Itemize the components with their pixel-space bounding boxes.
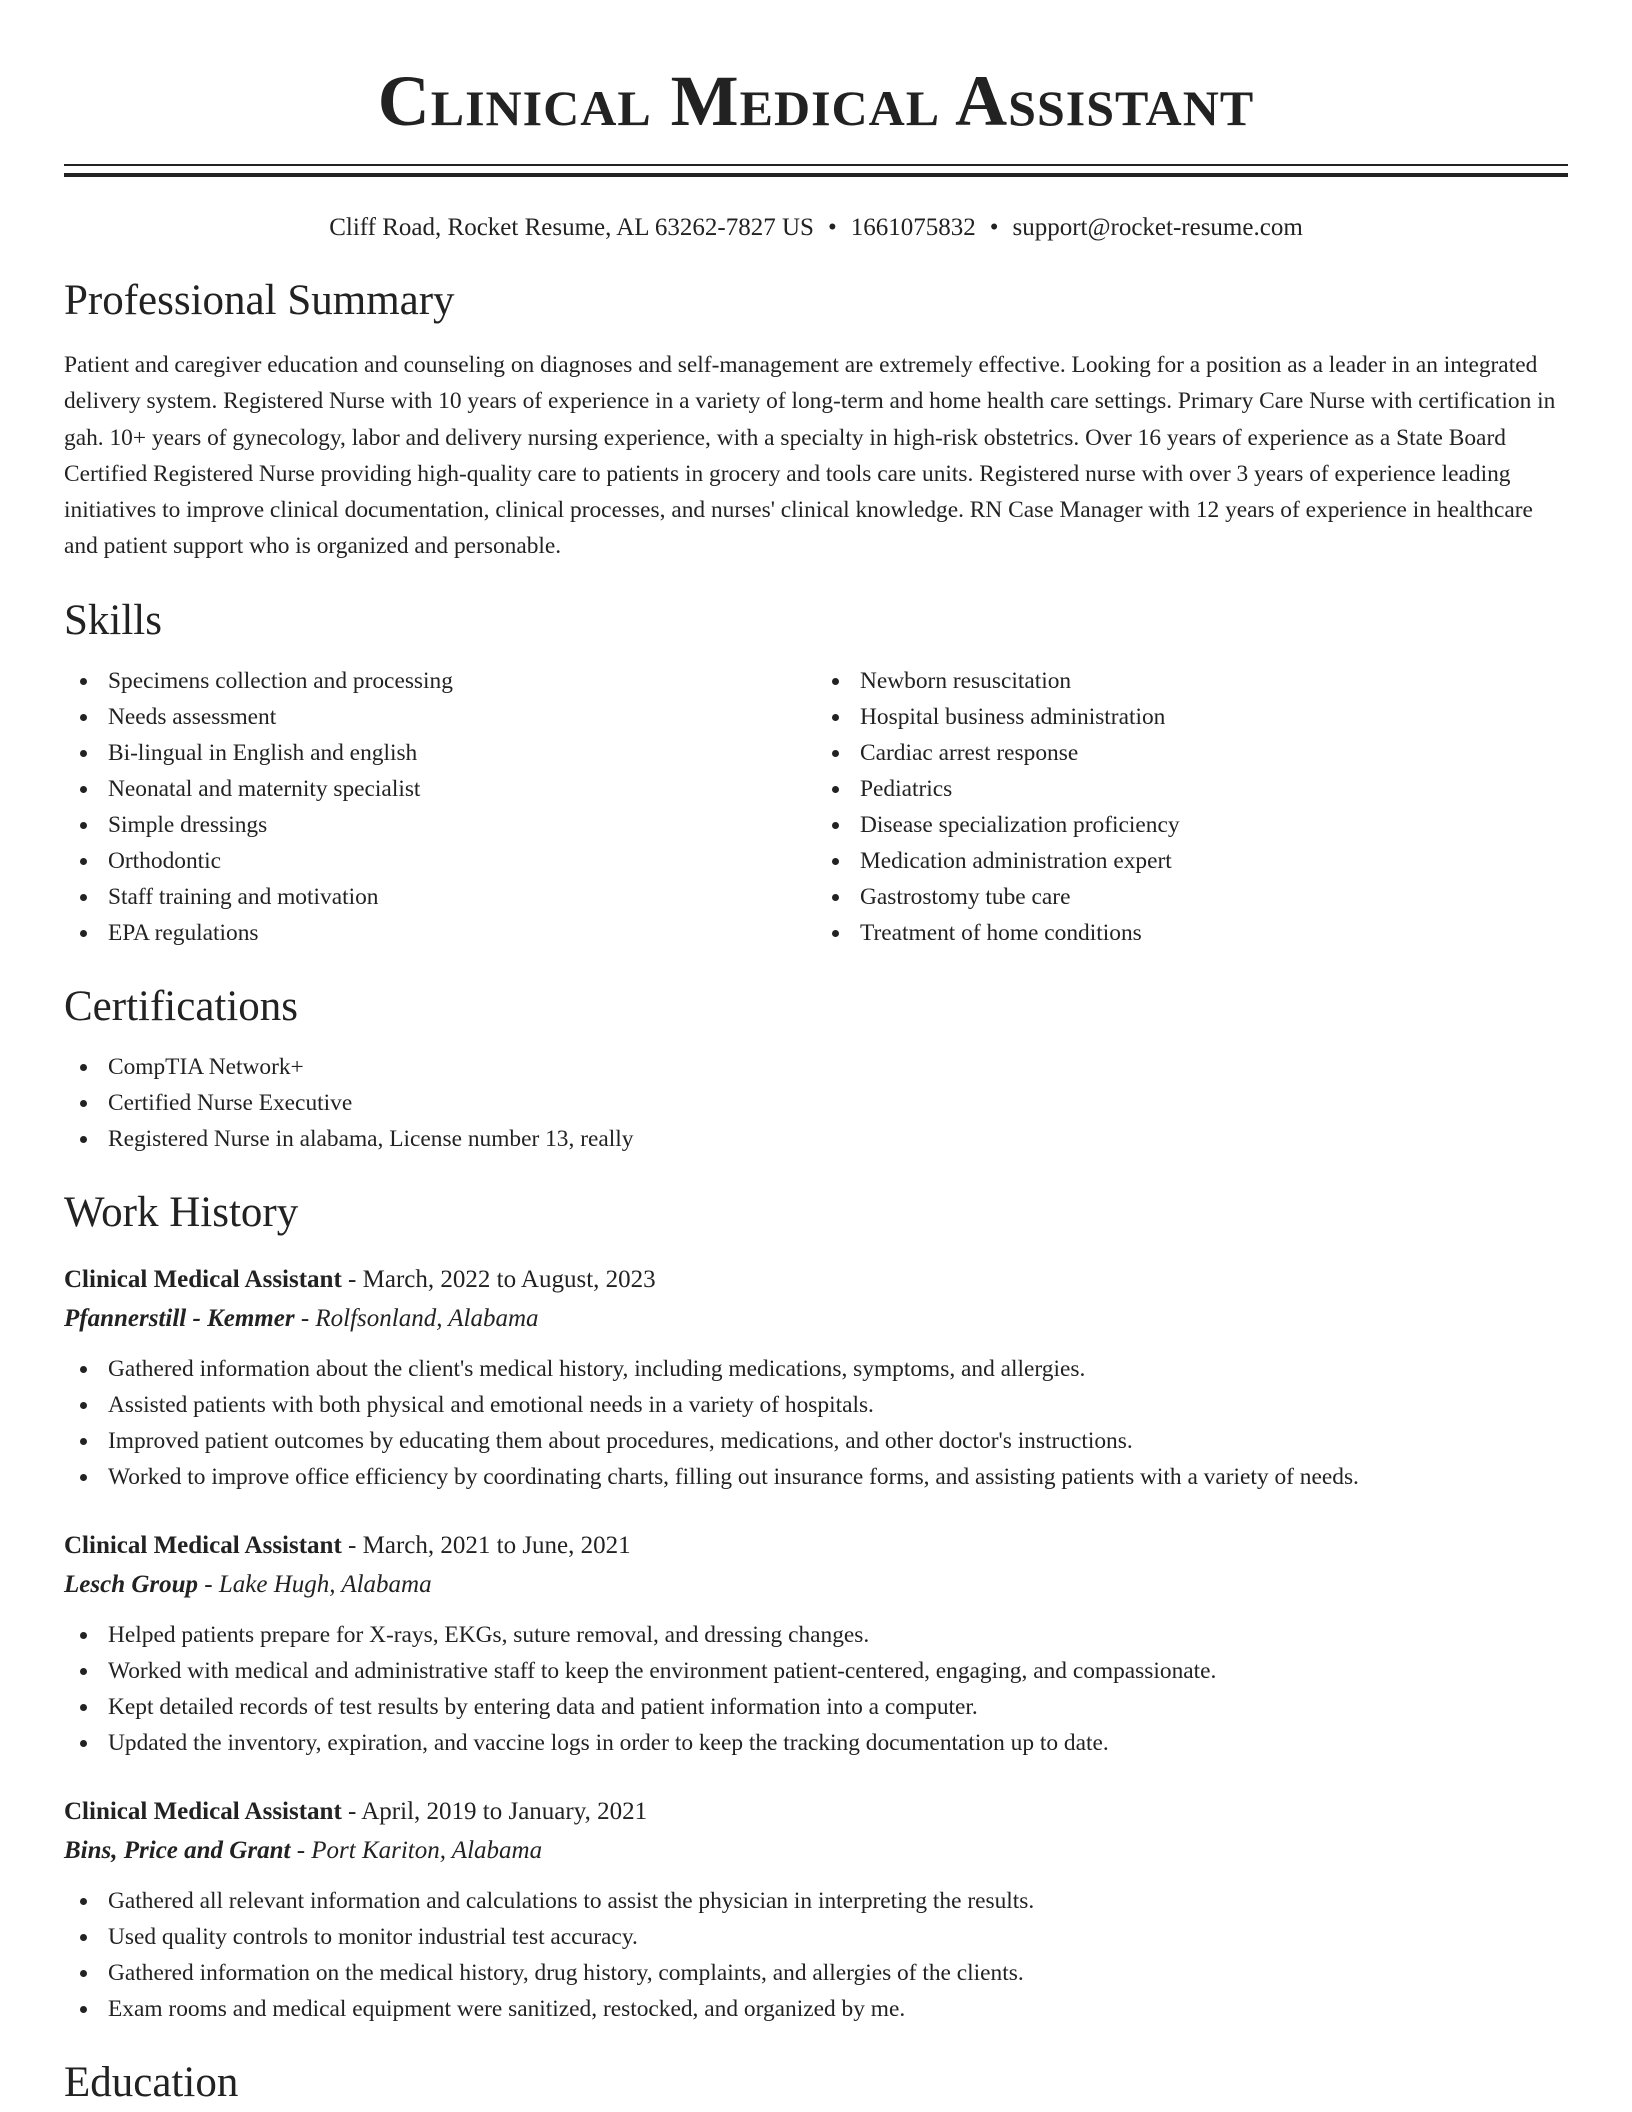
work-history-section bbox=[64, 1185, 1568, 2027]
certification-item: Registered Nurse in alabama, License number 13, really bbox=[64, 1121, 1568, 1157]
skill-item: Gastrostomy tube care bbox=[816, 879, 1568, 915]
skill-item: Medication administration expert bbox=[816, 843, 1568, 879]
job-bullet: Updated the inventory, expiration, and vaccine logs in order to keep the tracking documentation up to date. bbox=[64, 1725, 1568, 1761]
job-location: - Lake Hugh, Alabama bbox=[198, 1570, 432, 1598]
job-bullet: Assisted patients with both physical and emotional needs in a variety of hospitals. bbox=[64, 1387, 1568, 1423]
contact-phone: 1661075832 bbox=[850, 214, 976, 241]
job-role: Clinical Medical Assistant bbox=[64, 1265, 342, 1293]
job-bullets bbox=[64, 1351, 1568, 1495]
job-dates: - April, 2019 to January, 2021 bbox=[341, 1797, 648, 1825]
job-bullet: Gathered all relevant information and calculations to assist the physician in interpreting the results. bbox=[64, 1883, 1568, 1919]
job-company: Pfannerstill - Kemmer bbox=[64, 1304, 295, 1332]
education-heading: Education bbox=[64, 2058, 239, 2106]
contact-line bbox=[64, 211, 1568, 245]
job-bullets bbox=[64, 1617, 1568, 1761]
job-bullet: Used quality controls to monitor industrial test accuracy. bbox=[64, 1919, 1568, 1955]
job-employer bbox=[64, 1831, 1568, 1871]
skills-list-left bbox=[64, 663, 816, 951]
skill-item: Staff training and motivation bbox=[64, 879, 816, 915]
job-company: Lesch Group bbox=[64, 1570, 199, 1598]
certifications-section bbox=[64, 979, 1568, 1157]
job-location: - Rolfsonland, Alabama bbox=[294, 1304, 539, 1332]
skill-item: Cardiac arrest response bbox=[816, 735, 1568, 771]
job-bullet: Gathered information on the medical history, drug history, complaints, and allergies of the clients. bbox=[64, 1955, 1568, 1991]
certification-item: CompTIA Network+ bbox=[64, 1049, 1568, 1085]
skill-item: Specimens collection and processing bbox=[64, 663, 816, 699]
job-entry bbox=[64, 1793, 1568, 2027]
skills-section bbox=[64, 593, 1568, 951]
skill-item: Disease specialization proficiency bbox=[816, 807, 1568, 843]
contact-email: support@rocket-resume.com bbox=[1012, 214, 1303, 241]
skill-item: Bi-lingual in English and english bbox=[64, 735, 816, 771]
resume-title: Clinical Medical Assistant bbox=[377, 61, 1255, 141]
certifications-list bbox=[64, 1049, 1568, 1157]
job-employer bbox=[64, 1299, 1568, 1339]
education-section bbox=[64, 2055, 1568, 2111]
skills-heading: Skills bbox=[64, 596, 162, 644]
certifications-heading: Certifications bbox=[64, 982, 299, 1030]
contact-separator: • bbox=[827, 214, 837, 241]
summary-section bbox=[64, 273, 1568, 565]
job-bullet: Improved patient outcomes by educating them about procedures, medications, and other doctor's instructions. bbox=[64, 1423, 1568, 1459]
title-rule-thin bbox=[64, 164, 1568, 166]
skill-item: Simple dressings bbox=[64, 807, 816, 843]
job-header bbox=[64, 1527, 1568, 1565]
job-role: Clinical Medical Assistant bbox=[64, 1797, 342, 1825]
certification-item: Certified Nurse Executive bbox=[64, 1085, 1568, 1121]
skill-item: EPA regulations bbox=[64, 915, 816, 951]
skill-item: Treatment of home conditions bbox=[816, 915, 1568, 951]
title-rule-thick bbox=[64, 173, 1568, 177]
skill-item: Newborn resuscitation bbox=[816, 663, 1568, 699]
skill-item: Pediatrics bbox=[816, 771, 1568, 807]
job-header bbox=[64, 1261, 1568, 1299]
work-history-heading: Work History bbox=[64, 1188, 299, 1236]
skills-list-right bbox=[816, 663, 1568, 951]
contact-address: Cliff Road, Rocket Resume, AL 63262-7827 US bbox=[329, 214, 814, 241]
job-bullet: Gathered information about the client's medical history, including medications, symptoms, and allergies. bbox=[64, 1351, 1568, 1387]
summary-heading: Professional Summary bbox=[64, 277, 455, 324]
job-bullet: Helped patients prepare for X-rays, EKGs, suture removal, and dressing changes. bbox=[64, 1617, 1568, 1653]
job-location: - Port Kariton, Alabama bbox=[290, 1836, 543, 1864]
contact-separator: • bbox=[989, 214, 999, 241]
skill-item: Orthodontic bbox=[64, 843, 816, 879]
summary-text: Patient and caregiver education and counseling on diagnoses and self-management are extremely effective. Looking for a position as a leader in an integrated delivery system. Registered Nurse with 10 years of experience in a variety of long-term and home health care settings. Primary Care Nurse with certification in gah. 10+ years of gynecology, labor and delivery nursing experience, with a specialty in high-risk obstetrics. Over 16 years of experience as a State Board Certified Registered Nurse providing high-quality care to patients in grocery and tools care units. Registered nurse with over 3 years of experience leading initiatives to improve clinical documentation, clinical processes, and nurses' clinical knowledge. RN Case Manager with 12 years of experience in healthcare and patient support who is organized and personable. bbox=[64, 352, 1556, 560]
job-bullet: Kept detailed records of test results by entering data and patient information into a computer. bbox=[64, 1689, 1568, 1725]
job-bullets bbox=[64, 1883, 1568, 2027]
job-company: Bins, Price and Grant bbox=[64, 1836, 291, 1864]
job-bullet: Worked to improve office efficiency by coordinating charts, filling out insurance forms, and assisting patients with a variety of needs. bbox=[64, 1459, 1568, 1495]
job-role: Clinical Medical Assistant bbox=[64, 1531, 342, 1559]
job-bullet: Worked with medical and administrative staff to keep the environment patient-centered, engaging, and compassionate. bbox=[64, 1653, 1568, 1689]
job-dates: - March, 2021 to June, 2021 bbox=[341, 1531, 631, 1559]
job-employer bbox=[64, 1565, 1568, 1605]
job-entry bbox=[64, 1527, 1568, 1761]
job-bullet: Exam rooms and medical equipment were sanitized, restocked, and organized by me. bbox=[64, 1991, 1568, 2027]
job-entry bbox=[64, 1261, 1568, 1495]
skill-item: Needs assessment bbox=[64, 699, 816, 735]
skills-grid bbox=[64, 663, 1568, 951]
skill-item: Neonatal and maternity specialist bbox=[64, 771, 816, 807]
job-dates: - March, 2022 to August, 2023 bbox=[341, 1265, 656, 1293]
skill-item: Hospital business administration bbox=[816, 699, 1568, 735]
job-header bbox=[64, 1793, 1568, 1831]
